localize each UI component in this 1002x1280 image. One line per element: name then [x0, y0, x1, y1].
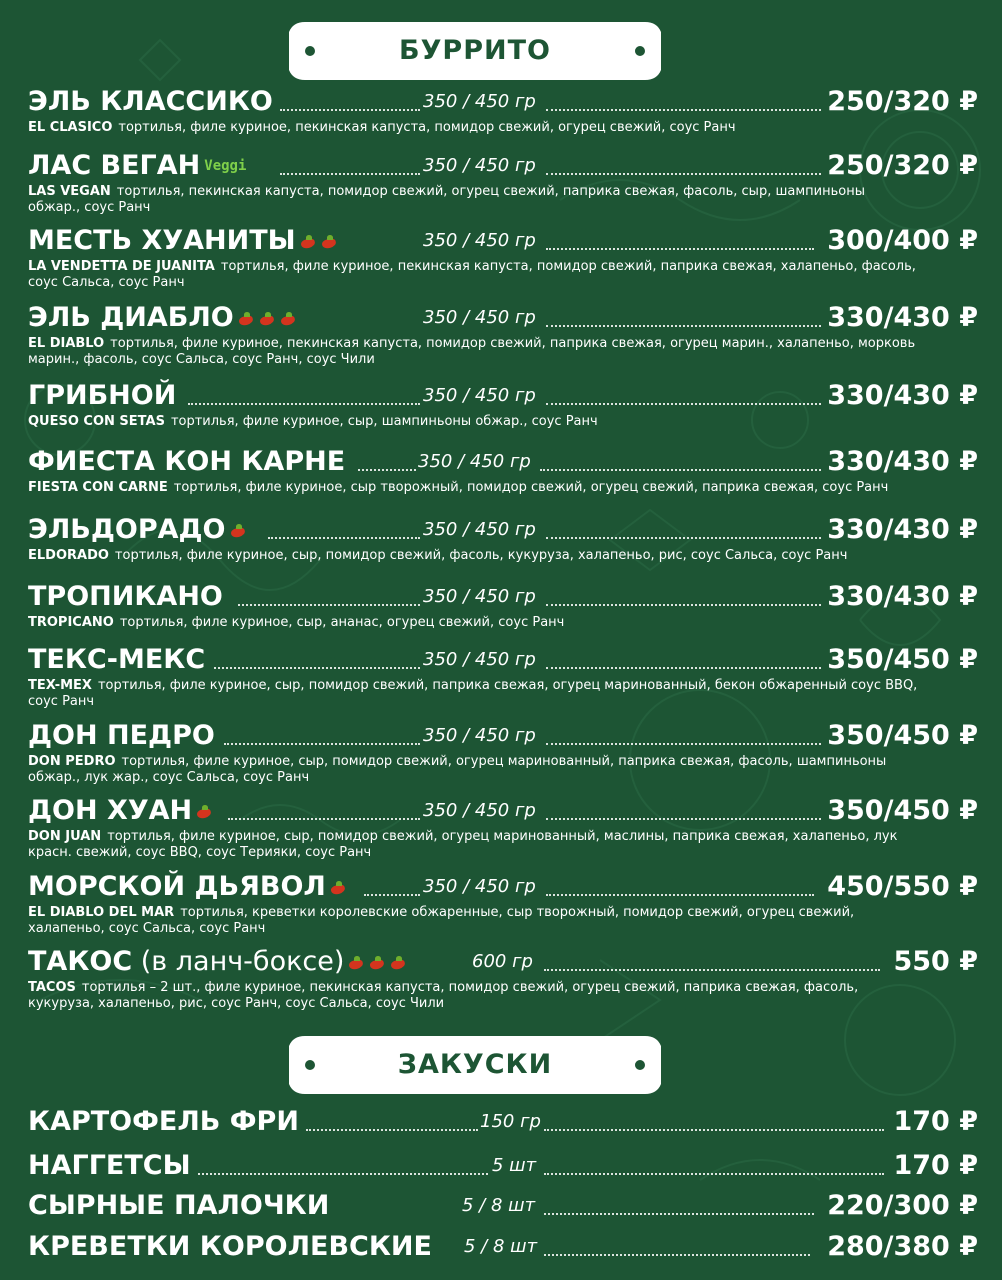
- item-name-text: ДОН ХУАН: [28, 795, 193, 826]
- dotted-leader: [224, 743, 420, 745]
- dotted-leader: [280, 173, 420, 175]
- menu-item: [28, 1149, 978, 1183]
- dotted-leader: [544, 1173, 884, 1175]
- item-weight: 350 / 450 гр: [423, 155, 536, 176]
- item-price: 170 ₽: [893, 1150, 978, 1181]
- item-weight: 600 гр: [472, 951, 533, 972]
- item-price: 350/450 ₽: [827, 795, 978, 826]
- item-ingredients: тортилья, филе куриное, пекинская капуста, помидор свежий, паприка свежая, огурец марин., халапеньо, морковь марин., фасоль, соус Сальса, соус Ранч, соус Чили: [28, 336, 916, 367]
- chili-pepper-icon: [347, 956, 365, 970]
- dotted-leader: [546, 604, 821, 606]
- item-latin-name: EL CLASICO: [28, 120, 113, 135]
- item-description: [28, 184, 978, 216]
- item-latin-name: DON JUAN: [28, 829, 102, 844]
- item-name-text: ЭЛЬДОРАДО: [28, 514, 226, 545]
- dotted-leader: [228, 818, 420, 820]
- menu-item: [28, 1189, 978, 1223]
- spicy-indicator: [347, 947, 410, 978]
- item-ingredients: тортилья, филе куриное, пекинская капуста, помидор свежий, огурец свежий, соус Ранч: [118, 120, 736, 135]
- item-name-text: МОРСКОЙ ДЬЯВОЛ: [28, 871, 326, 902]
- menu-item: [28, 643, 978, 710]
- dotted-leader: [280, 109, 420, 111]
- item-ingredients: тортилья, филе куриное, сыр, помидор свежий, огурец маринованный, паприка свежая, фасоль, шампиньоны обжар., лук жар., соус Сальса, соус Ранч: [28, 754, 887, 785]
- dotted-leader: [546, 403, 821, 405]
- item-name-text: ЛАС ВЕГАН: [28, 150, 201, 181]
- item-price: 250/320 ₽: [827, 150, 978, 181]
- item-description: [28, 548, 978, 564]
- item-name-text: МЕСТЬ ХУАНИТЫ: [28, 225, 296, 256]
- item-name-text: ТАКОС: [28, 946, 133, 977]
- item-description: [28, 414, 978, 430]
- dotted-leader: [546, 894, 814, 896]
- item-name: СЫРНЫЕ ПАЛОЧКИ: [28, 1190, 330, 1221]
- item-name: КАРТОФЕЛЬ ФРИ: [28, 1106, 299, 1137]
- item-price: 330/430 ₽: [827, 380, 978, 411]
- menu-item: [28, 85, 978, 136]
- chili-pepper-icon: [195, 805, 213, 819]
- item-weight: 5 / 8 шт: [462, 1195, 536, 1216]
- item-latin-name: LAS VEGAN: [28, 184, 111, 199]
- item-latin-name: DON PEDRO: [28, 754, 116, 769]
- item-weight: 350 / 450 гр: [423, 385, 536, 406]
- menu-item: [28, 580, 978, 631]
- item-name-note: (в ланч-боксе): [132, 946, 345, 977]
- item-description: [28, 120, 978, 136]
- section-title: ЗАКУСКИ: [397, 1049, 553, 1080]
- dotted-leader: [238, 604, 420, 606]
- veggi-badge: Veggi: [204, 158, 247, 174]
- item-ingredients: тортилья, филе куриное, сыр творожный, помидор свежий, огурец свежий, паприка свежая, соус Ранч: [173, 480, 889, 495]
- dotted-leader: [546, 173, 821, 175]
- menu-item: [28, 445, 978, 496]
- item-name: ТРОПИКАНО: [28, 581, 223, 612]
- item-latin-name: TACOS: [28, 980, 76, 995]
- item-price: 300/400 ₽: [827, 225, 978, 256]
- item-description: [28, 905, 978, 937]
- item-ingredients: тортилья, филе куриное, сыр, помидор свежий, фасоль, кукуруза, халапеньо, рис, соус Сальса, соус Ранч: [114, 548, 848, 563]
- dotted-leader: [546, 743, 821, 745]
- dotted-leader: [546, 325, 821, 327]
- chili-pepper-icon: [389, 956, 407, 970]
- menu-item: [28, 945, 978, 1012]
- item-weight: 350 / 450 гр: [418, 451, 531, 472]
- item-description: [28, 754, 978, 786]
- item-price: 170 ₽: [893, 1106, 978, 1137]
- dotted-leader: [188, 403, 420, 405]
- chili-pepper-icon: [229, 524, 247, 538]
- menu-item: [28, 1230, 978, 1264]
- item-name: [28, 513, 250, 548]
- menu-item: [28, 870, 978, 937]
- dotted-leader: [544, 969, 880, 971]
- item-ingredients: тортилья – 2 шт., филе куриное, пекинская капуста, помидор свежий, огурец свежий, паприка свежая, фасоль, кукуруза, халапеньо, рис, соус Ранч, соус Сальса, соус Чили: [28, 980, 859, 1011]
- item-name: ФИЕСТА КОН КАРНЕ: [28, 446, 346, 477]
- item-description: [28, 980, 978, 1012]
- item-ingredients: тортилья, креветки королевские обжаренные, сыр творожный, помидор свежий, огурец свежий, халапеньо, соус Сальса, соус Ранч: [28, 905, 855, 936]
- spicy-indicator: [329, 872, 350, 903]
- chili-pepper-icon: [237, 312, 255, 326]
- item-ingredients: тортилья, пекинская капуста, помидор свежий, огурец свежий, паприка свежая, фасоль, сыр, шампиньоны обжар., соус Ранч: [28, 184, 865, 215]
- menu-item: [28, 224, 978, 291]
- item-latin-name: LA VENDETTA DE JUANITA: [28, 259, 215, 274]
- item-weight: 5 / 8 шт: [464, 1236, 538, 1257]
- item-weight: 350 / 450 гр: [423, 307, 536, 328]
- item-name: [28, 794, 216, 829]
- item-price: 250/320 ₽: [827, 86, 978, 117]
- item-weight: 350 / 450 гр: [423, 91, 536, 112]
- item-price: 350/450 ₽: [827, 644, 978, 675]
- item-latin-name: ELDORADO: [28, 548, 109, 563]
- item-price: 280/380 ₽: [827, 1231, 978, 1262]
- item-price: 550 ₽: [893, 946, 978, 977]
- chili-pepper-icon: [258, 312, 276, 326]
- item-name: [28, 149, 246, 183]
- item-description: [28, 829, 978, 861]
- section-title: БУРРИТО: [399, 35, 551, 66]
- item-weight: 5 шт: [492, 1155, 537, 1176]
- item-weight: 350 / 450 гр: [423, 586, 536, 607]
- spicy-indicator: [195, 796, 216, 827]
- item-description: [28, 480, 978, 496]
- menu-item: [28, 301, 978, 368]
- menu-item: [28, 719, 978, 786]
- item-weight: 150 гр: [480, 1111, 541, 1132]
- chili-pepper-icon: [279, 312, 297, 326]
- dotted-leader: [546, 248, 814, 250]
- item-weight: 350 / 450 гр: [423, 230, 536, 251]
- dotted-leader: [546, 667, 821, 669]
- dotted-leader: [358, 469, 416, 471]
- chili-pepper-icon: [299, 235, 317, 249]
- item-name: [28, 224, 341, 259]
- item-name: ТЕКС-МЕКС: [28, 644, 206, 675]
- section-banner-snacks: [285, 1032, 665, 1098]
- chili-pepper-icon: [320, 235, 338, 249]
- item-name: ГРИБНОЙ: [28, 380, 177, 411]
- spicy-indicator: [237, 303, 300, 334]
- item-latin-name: EL DIABLO: [28, 336, 105, 351]
- dotted-leader: [544, 1129, 884, 1131]
- item-weight: 350 / 450 гр: [423, 649, 536, 670]
- item-description: [28, 615, 978, 631]
- dotted-leader: [268, 537, 420, 539]
- item-price: 350/450 ₽: [827, 720, 978, 751]
- menu-item: [28, 149, 978, 216]
- spicy-indicator: [229, 515, 250, 546]
- menu-item: [28, 1105, 978, 1139]
- item-price: 330/430 ₽: [827, 514, 978, 545]
- item-latin-name: EL DIABLO DEL MAR: [28, 905, 175, 920]
- item-ingredients: тортилья, филе куриное, сыр, шампиньоны обжар., соус Ранч: [170, 414, 598, 429]
- item-name: [28, 945, 410, 980]
- dotted-leader: [544, 1213, 814, 1215]
- chili-pepper-icon: [368, 956, 386, 970]
- item-price: 450/550 ₽: [827, 871, 978, 902]
- dotted-leader: [214, 667, 420, 669]
- item-weight: 350 / 450 гр: [423, 800, 536, 821]
- dotted-leader: [544, 1254, 810, 1256]
- item-price: 330/430 ₽: [827, 581, 978, 612]
- item-price: 220/300 ₽: [827, 1190, 978, 1221]
- item-name: КРЕВЕТКИ КОРОЛЕВСКИЕ: [28, 1231, 432, 1262]
- menu-item: [28, 794, 978, 861]
- dotted-leader: [546, 537, 821, 539]
- item-name: НАГГЕТСЫ: [28, 1150, 191, 1181]
- chili-pepper-icon: [329, 881, 347, 895]
- dotted-leader: [546, 818, 821, 820]
- item-name: ДОН ПЕДРО: [28, 720, 215, 751]
- item-weight: 350 / 450 гр: [423, 519, 536, 540]
- dotted-leader: [306, 1129, 478, 1131]
- item-name-text: ЭЛЬ ДИАБЛО: [28, 302, 234, 333]
- item-latin-name: QUESO CON SETAS: [28, 414, 165, 429]
- item-latin-name: TEX-MEX: [28, 678, 92, 693]
- dotted-leader: [540, 469, 821, 471]
- item-description: [28, 336, 978, 368]
- section-banner-burrito: [285, 18, 665, 84]
- item-weight: 350 / 450 гр: [423, 725, 536, 746]
- menu-item: [28, 379, 978, 430]
- dotted-leader: [198, 1173, 488, 1175]
- item-name: ЭЛЬ КЛАССИКО: [28, 86, 273, 117]
- dotted-leader: [364, 894, 420, 896]
- item-ingredients: тортилья, филе куриное, сыр, ананас, огурец свежий, соус Ранч: [119, 615, 565, 630]
- item-price: 330/430 ₽: [827, 302, 978, 333]
- item-name: [28, 301, 300, 336]
- item-name: [28, 870, 350, 905]
- spicy-indicator: [299, 226, 341, 257]
- item-description: [28, 259, 978, 291]
- item-weight: 350 / 450 гр: [423, 876, 536, 897]
- item-latin-name: FIESTA CON CARNE: [28, 480, 168, 495]
- dotted-leader: [546, 109, 821, 111]
- item-description: [28, 678, 978, 710]
- item-ingredients: тортилья, филе куриное, пекинская капуста, помидор свежий, паприка свежая, халапеньо, фасоль, соус Сальса, соус Ранч: [28, 259, 916, 290]
- item-latin-name: TROPICANO: [28, 615, 114, 630]
- item-ingredients: тортилья, филе куриное, сыр, помидор свежий, огурец маринованный, маслины, паприка свежая, халапеньо, лук красн. свежий, соус BBQ, соус Терияки, соус Ранч: [28, 829, 898, 860]
- item-price: 330/430 ₽: [827, 446, 978, 477]
- item-ingredients: тортилья, филе куриное, сыр, помидор свежий, паприка свежая, огурец маринованный, бекон обжаренный соус BBQ, соус Ранч: [28, 678, 918, 709]
- menu-item: [28, 513, 978, 564]
